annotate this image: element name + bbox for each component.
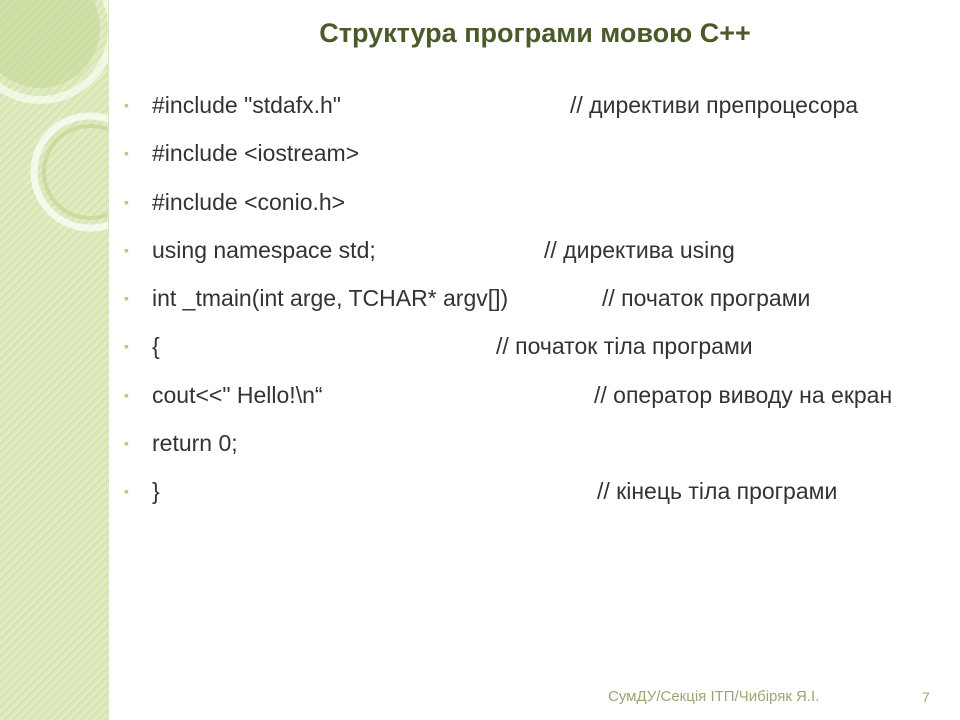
code-text: #include <iostream> [152,140,360,167]
code-text: #include <conio.h> [152,188,346,215]
code-comment: // директиви препроцесора [570,92,859,118]
bullet-icon: ▪ [124,241,129,258]
list-item [122,181,952,229]
code-comment: // оператор виводу на екран [594,381,893,408]
bullet-icon: ▪ [124,193,129,210]
list-item [122,132,952,180]
bullet-icon: ▪ [124,386,129,403]
bullet-icon: ▪ [124,97,129,113]
code-text: #include "stdafx.h" [152,92,341,118]
code-text: { [152,333,160,360]
code-text: cout<<" Hello!\n“ [152,381,323,408]
code-comment: // кінець тіла програми [597,478,838,505]
bullet-icon: ▪ [124,338,129,355]
footer-text: СумДУ/Секція ІТП/Чибіряк Я.І. [608,688,820,705]
list-item [122,84,952,132]
page-number: 7 [922,689,930,705]
decorative-left-band [0,0,108,720]
bullet-icon: ▪ [124,483,129,500]
bullet-icon: ▪ [124,145,129,162]
slide-title: Структура програми мовою C++ [319,18,751,48]
code-text: return 0; [152,430,238,457]
list-item [122,229,952,277]
code-text: using namespace std; [152,236,376,263]
bullet-icon: ▪ [124,290,129,307]
list-item [122,277,952,325]
list-item [122,374,952,422]
list-item [122,470,952,518]
list-item [122,422,952,470]
code-list [122,84,952,519]
code-comment: // директива using [544,236,735,263]
code-text: } [152,478,160,505]
divider-line [108,0,109,720]
code-comment: // початок програми [602,285,811,312]
list-item [122,325,952,373]
code-comment: // початок тіла програми [496,333,753,360]
bullet-icon: ▪ [124,435,129,452]
code-text: int _tmain(int arge, TCHAR* argv[]) [152,285,509,312]
